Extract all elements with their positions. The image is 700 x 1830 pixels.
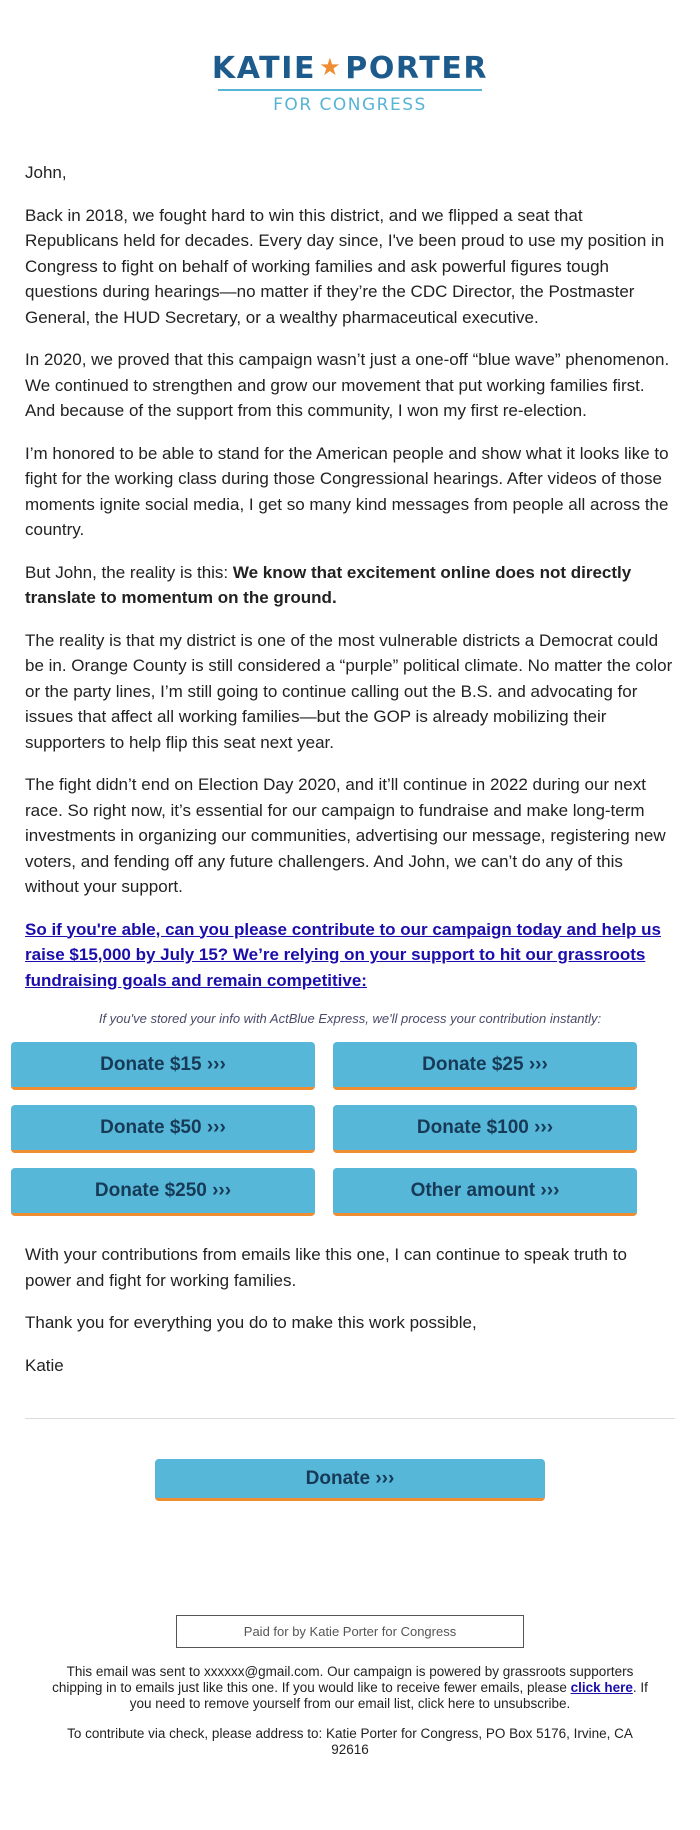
paragraph-4-emphasis: We know that excitement online does not directly translate to momentum on the ground. bbox=[25, 562, 632, 607]
contribute-cta bbox=[25, 917, 675, 994]
paragraph-5: The reality is that my district is one of the most vulnerable districts a Democrat could be in. Orange County is still considered a “purple” political climate. No matter the color or the party lines, I’m still going to continue calling out the B.S. and advocating for issues that affect all working families—but the GOP is already mobilizing their supporters to help flip this seat next year. bbox=[25, 630, 673, 752]
paragraph-4-lead: But John, the reality is this: bbox=[25, 562, 233, 582]
email-body bbox=[0, 120, 700, 993]
logo-last-name: PORTER bbox=[345, 51, 489, 86]
signoff: Katie bbox=[25, 1355, 64, 1375]
campaign-logo[interactable] bbox=[212, 52, 488, 115]
paragraph-3: I’m honored to be able to stand for the American people and show what it looks like to fight for the working class during those Congressional hearings. After videos of those moments ignite social media, I get so many kind messages from people all across the country. bbox=[25, 443, 669, 539]
paid-by-wrap bbox=[0, 1615, 700, 1648]
logo-subtitle: FOR CONGRESS bbox=[273, 95, 427, 115]
donate-15-button[interactable]: Donate $15 ››› bbox=[11, 1042, 315, 1090]
check-address: To contribute via check, please address to: Katie Porter for Congress, PO Box 5176, Irvine, CA 92616 bbox=[67, 1726, 633, 1757]
star-icon: ★ bbox=[319, 53, 343, 81]
email-notice bbox=[52, 1664, 648, 1712]
unsubscribe-text: . If you need to remove yourself from our email list, click here to unsubscribe. bbox=[129, 1680, 648, 1711]
logo-first-name: KATIE bbox=[211, 51, 317, 86]
paragraph-2: In 2020, we proved that this campaign wasn’t just a one-off “blue wave” phenomenon. We continued to strengthen and grow our movement that put working families first. And because of the support from this community, I won my first re-election. bbox=[25, 350, 670, 420]
donate-button-grid bbox=[0, 1042, 700, 1216]
logo-divider bbox=[218, 89, 482, 91]
click-here-link[interactable]: click here bbox=[570, 1680, 633, 1695]
closing-paragraph-1: With your contributions from emails like this one, I can continue to speak truth to power and fight for working families. bbox=[25, 1245, 627, 1290]
bottom-donate-button[interactable]: Donate ››› bbox=[155, 1459, 545, 1501]
email-footer bbox=[0, 1664, 700, 1758]
contribute-link[interactable]: So if you're able, can you please contribute to our campaign today and help us raise $15,000 by July 15? We’re relying on your support to hit our grassroots fundraising goals and remain competitive: bbox=[25, 919, 661, 990]
donate-other-amount-button[interactable]: Other amount ››› bbox=[333, 1168, 637, 1216]
paragraph-1: Back in 2018, we fought hard to win this district, and we flipped a seat that Republicans held for decades. Every day since, I've been proud to use my position in Congress to fight on behalf of working families and ask powerful figures tough questions during hearings—no matter if they’re the CDC Director, the Postmaster General, the HUD Secretary, or a wealthy pharmaceutical executive. bbox=[25, 205, 665, 327]
donate-100-button[interactable]: Donate $100 ››› bbox=[333, 1105, 637, 1153]
closing-paragraph-2: Thank you for everything you do to make this work possible, bbox=[25, 1313, 477, 1332]
actblue-note: If you've stored your info with ActBlue Express, we'll process your contribution instantly: bbox=[98, 1011, 602, 1026]
email-closing bbox=[0, 1242, 700, 1378]
paid-for-by-box: Paid for by Katie Porter for Congress bbox=[176, 1615, 524, 1648]
donate-250-button[interactable]: Donate $250 ››› bbox=[11, 1168, 315, 1216]
paragraph-4 bbox=[25, 560, 675, 611]
section-divider bbox=[25, 1418, 675, 1419]
email-notice-text: This email was sent to xxxxxx@gmail.com. Our campaign is powered by grassroots supporters chipping in to emails just like this one. If you would like to receive fewer emails, please bbox=[52, 1664, 634, 1695]
donate-50-button[interactable]: Donate $50 ››› bbox=[11, 1105, 315, 1153]
bottom-donate-wrap bbox=[0, 1459, 700, 1501]
email-header bbox=[0, 0, 700, 120]
logo-wordmark bbox=[212, 52, 488, 87]
salutation: John, bbox=[25, 163, 67, 182]
paragraph-6: The fight didn’t end on Election Day 2020, and it’ll continue in 2022 during our next race. So right now, it’s essential for our campaign to fundraise and make long-term investments in organizing our communities, advertising our message, registering new voters, and fending off any future challengers. And John, we can’t do any of this without your support. bbox=[25, 775, 666, 896]
donate-25-button[interactable]: Donate $25 ››› bbox=[333, 1042, 637, 1090]
